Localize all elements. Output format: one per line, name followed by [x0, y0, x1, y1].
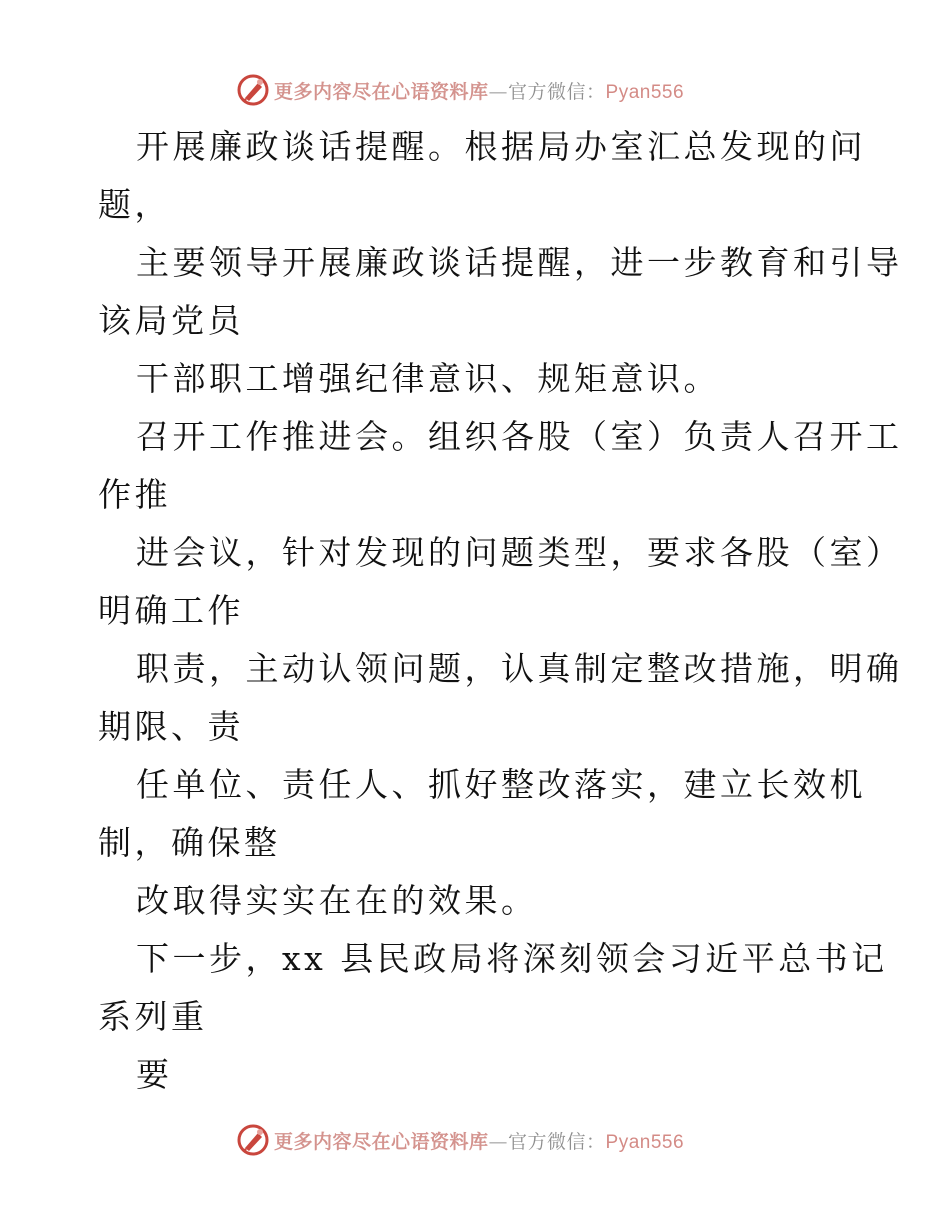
header-banner [236, 73, 684, 107]
text-line: 干部职工增强纪律意识、规矩意识。 [136, 359, 720, 398]
banner-wechat-id: Pyan556 [605, 81, 685, 103]
banner-separator: — [488, 1130, 509, 1153]
text-line: 明确工作 [98, 591, 244, 630]
pen-logo-icon [236, 1123, 270, 1157]
text-line: 题， [98, 185, 171, 224]
text-line: 期限、责 [98, 707, 244, 746]
text-line: 改取得实实在在的效果。 [136, 881, 538, 920]
text-line: 下一步，xx 县民政局将深刻领会习近平总书记 [136, 939, 888, 978]
banner-main-text: 更多内容尽在心语资料库 [274, 1130, 489, 1153]
text-line: 要 [136, 1055, 173, 1094]
footer-banner [236, 1123, 684, 1157]
banner-sub-text: 官方微信： [508, 80, 606, 103]
banner-main-text: 更多内容尽在心语资料库 [274, 80, 489, 103]
banner-wechat-id: Pyan556 [605, 1131, 685, 1153]
text-line: 作推 [98, 475, 171, 514]
text-line: 召开工作推进会。组织各股（室）负责人召开工 [136, 417, 903, 456]
text-line: 进会议，针对发现的问题类型，要求各股（室） [136, 533, 903, 572]
text-line: 制，确保整 [98, 823, 281, 862]
text-line: 任单位、责任人、抓好整改落实，建立长效机 [136, 765, 866, 804]
banner-separator: — [488, 80, 509, 103]
text-line: 职责，主动认领问题，认真制定整改措施，明确 [136, 649, 903, 688]
document-body [98, 124, 903, 1110]
pen-logo-icon [236, 73, 270, 107]
text-line: 开展廉政谈话提醒。根据局办室汇总发现的问 [136, 127, 866, 166]
text-line: 该局党员 [98, 301, 244, 340]
banner-sub-text: 官方微信： [508, 1130, 606, 1153]
text-line: 主要领导开展廉政谈话提醒，进一步教育和引导 [136, 243, 903, 282]
text-line: 系列重 [98, 997, 208, 1036]
